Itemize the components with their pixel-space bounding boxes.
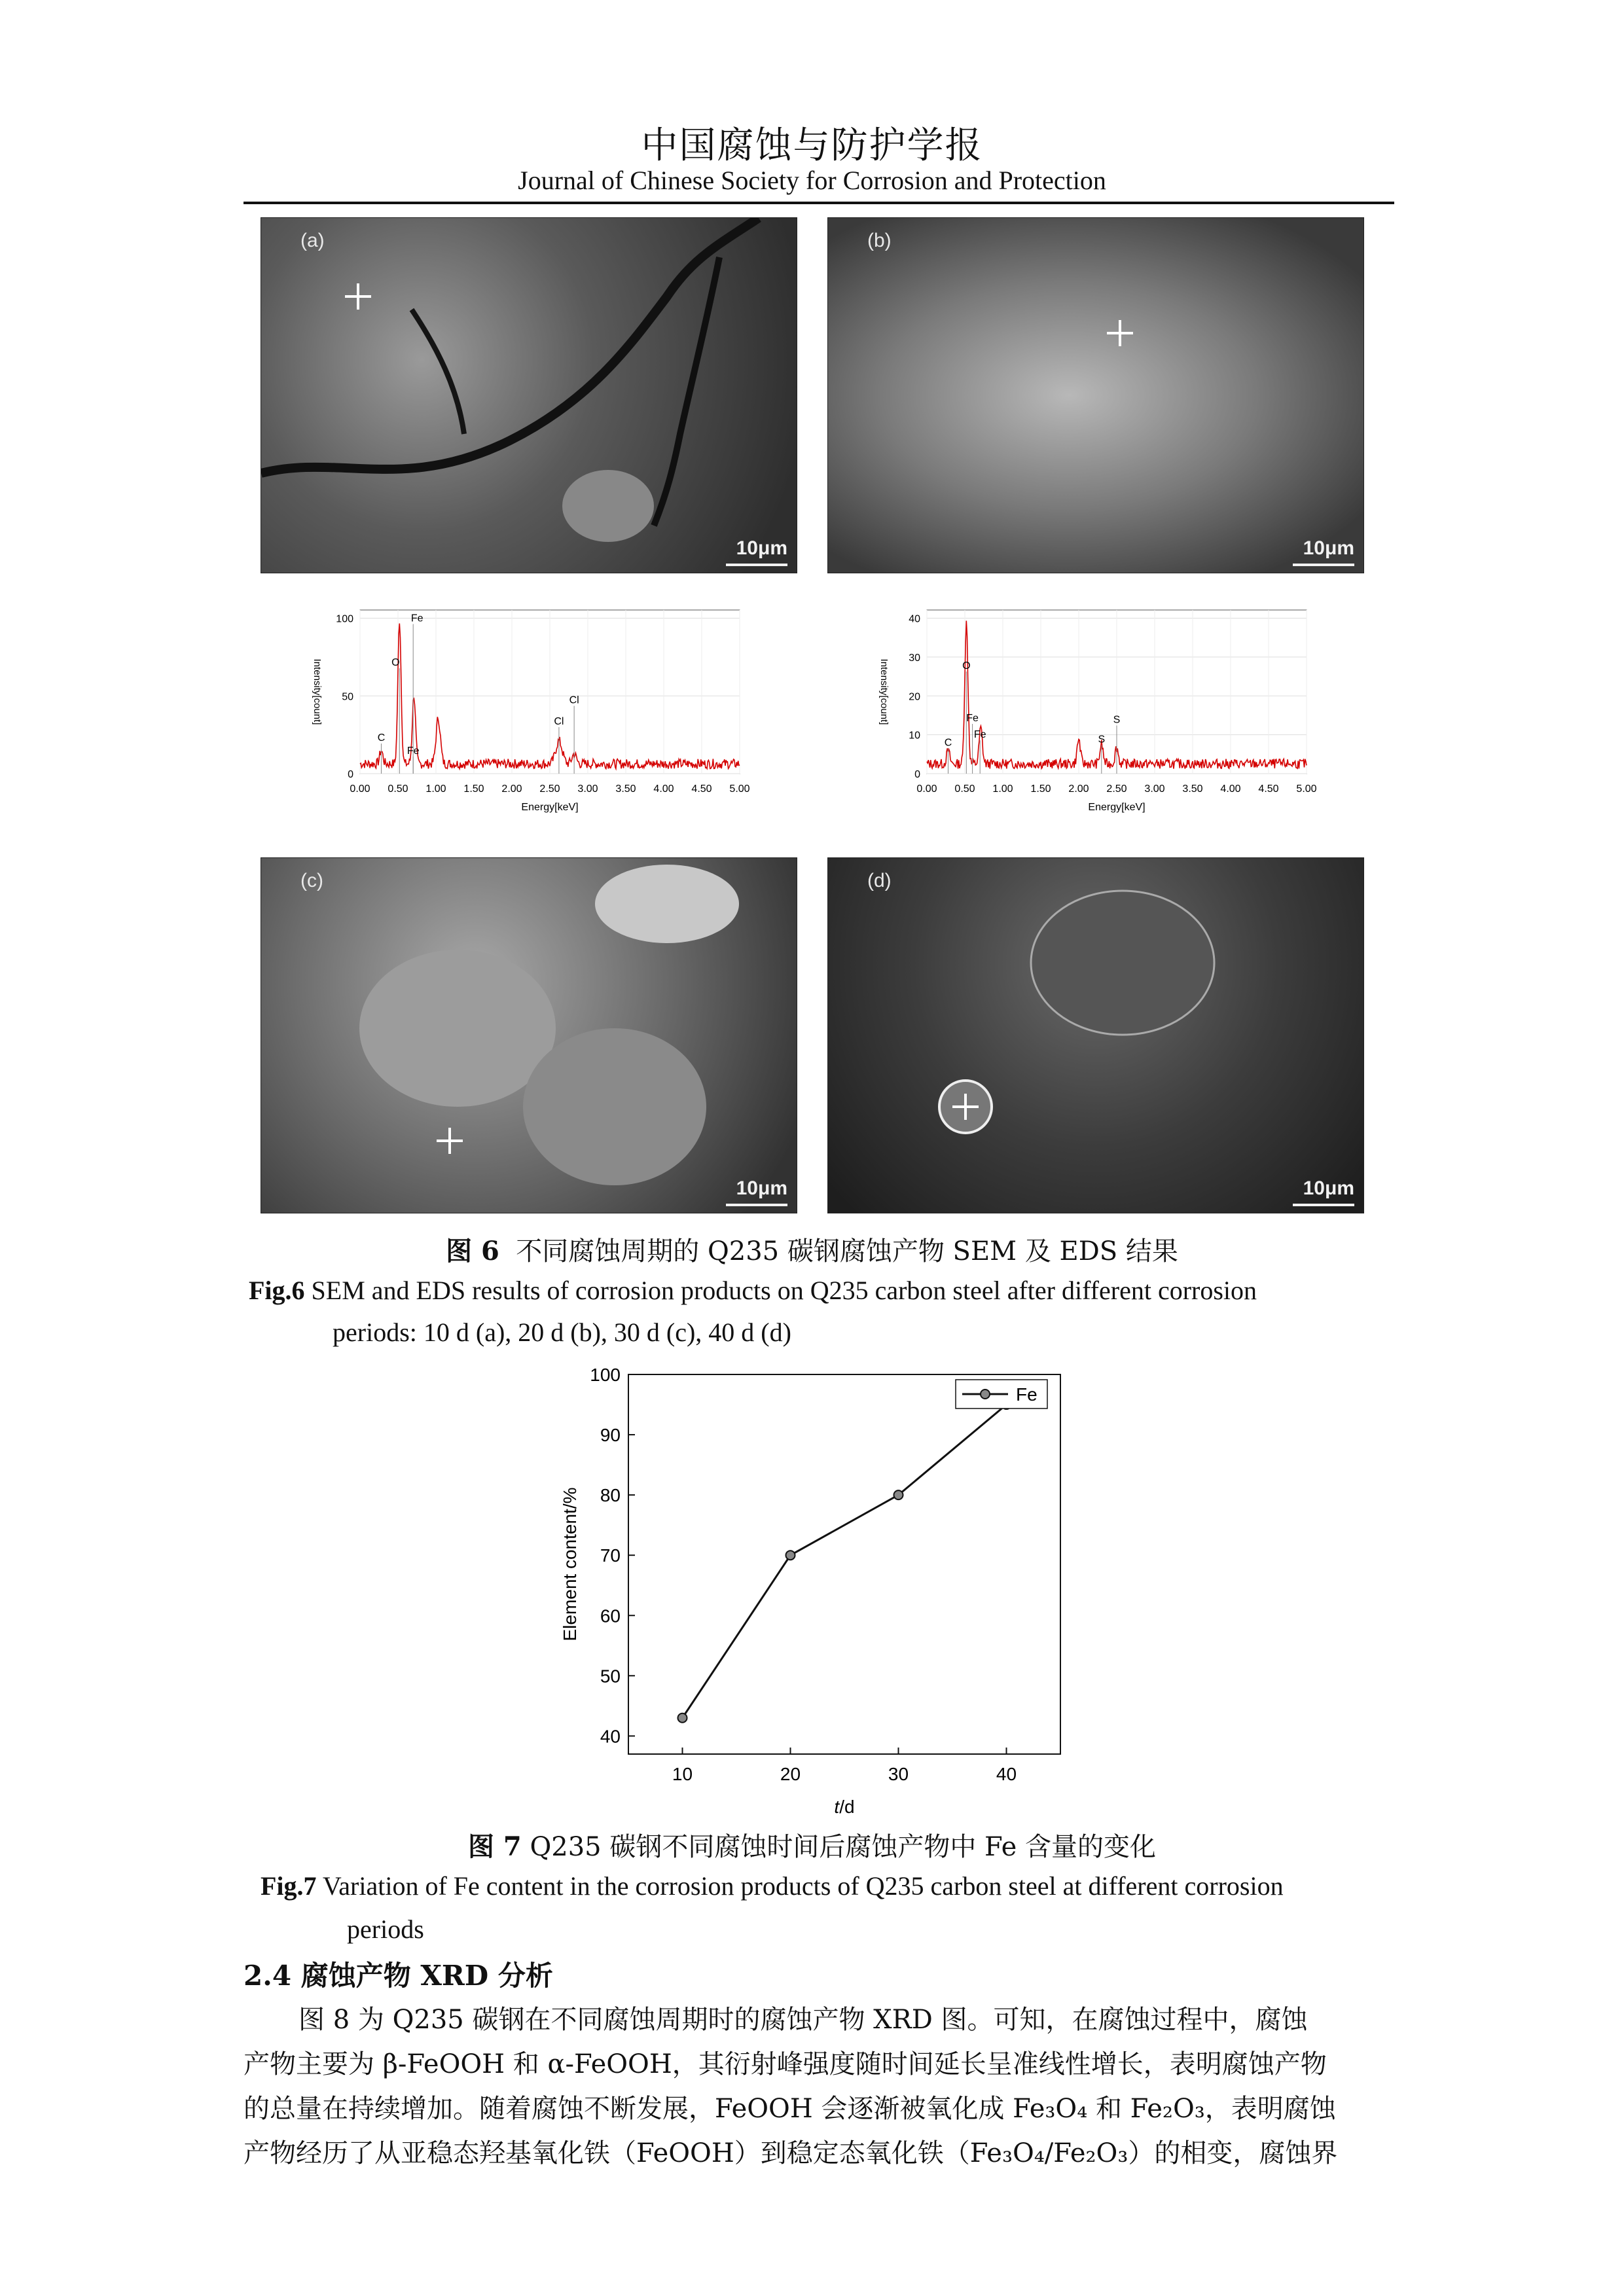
sem-image-d [827,857,1364,1213]
scale-label-c: 10μm [736,1177,787,1199]
data-point-fe [786,1551,795,1560]
eds-xtick-label: 0.50 [954,783,975,795]
legend-marker-fe [981,1390,990,1399]
eds-xtick-label: 0.00 [916,783,937,795]
chart-xtick-label: 40 [996,1764,1017,1784]
scale-label-b: 10μm [1303,537,1354,559]
eds-peak-label: Cl [569,694,579,706]
eds-peak-label: Fe [410,613,424,624]
eds-xaxis-label: Energy[keV] [521,802,579,813]
body-line-2: 产物主要为 β-FeOOH 和 α-FeOOH，其衍射峰强度随时间延长呈准线性增长，表明腐蚀产物 [244,2049,1327,2079]
journal-title-en: Journal of Chinese Society for Corrosion and Protection [518,166,1106,195]
eds-yaxis-label: Intensity[count] [312,658,323,725]
eds-xtick-label: 5.00 [729,783,750,795]
sem-texture-a [261,218,797,573]
eds-point-marker-b [1107,320,1133,346]
eds-yaxis-label: Intensity[count] [878,658,890,725]
eds-xtick-label: 3.00 [577,783,598,795]
eds-peak-label: C [377,732,386,744]
eds-xtick-label: 1.00 [992,783,1013,795]
chart-ytick-label: 70 [600,1545,621,1566]
eds-xaxis-label: Energy[keV] [1088,802,1146,813]
chart-ytick-label: 100 [590,1365,621,1385]
eds-xtick-label: 4.50 [1258,783,1279,795]
sem-texture-c [261,858,797,1213]
body-line-3: 的总量在持续增加。随着腐蚀不断发展，FeOOH 会逐渐被氧化成 Fe₃O₄ 和 Fe₂O₃，表明腐蚀 [244,2094,1336,2124]
eds-ytick-label: 50 [342,691,353,703]
eds-peak-label: S [1098,734,1106,745]
eds-peak-label: Fe [966,713,979,724]
fe-content-chart [550,1361,1087,1820]
header-rule [244,202,1394,204]
eds-peak-label: S [1113,714,1121,726]
legend-label-fe: Fe [1016,1384,1038,1405]
eds-ytick-label: 40 [909,613,920,625]
fig7-caption-cn: 图 7 Q235 碳钢不同腐蚀时间后腐蚀产物中 Fe 含量的变化 [467,1831,1156,1862]
panel-label-d: (d) [867,870,892,891]
sem-image-a [261,217,797,573]
eds-xtick-label: 2.00 [1068,783,1089,795]
fe-content-chart-svg [550,1361,1087,1820]
eds-xtick-label: 1.00 [425,783,446,795]
eds-ytick-label: 10 [909,730,920,742]
eds-xtick-label: 4.00 [653,783,674,795]
eds-xtick-label: 3.50 [615,783,636,795]
fig6-caption-en-line2: periods: 10 d (a), 20 d (b), 30 d (c), 40 d (d) [333,1318,791,1347]
eds-xtick-label: 4.00 [1220,783,1241,795]
sem-image-c [261,857,797,1213]
eds-peak-label: O [391,657,400,668]
sem-image-b [827,217,1364,573]
data-point-fe [894,1490,903,1499]
body-line-4: 产物经历了从亚稳态羟基氧化铁（FeOOH）到稳定态氧化铁（Fe₃O₄/Fe₂O₃）的相变，腐蚀界 [244,2138,1338,2168]
fig7-caption-en: Fig.7 Variation of Fe content in the corrosion products of Q235 carbon steel at different corrosion [261,1871,1284,1901]
eds-peak-label: C [944,737,952,749]
section-heading: 2.4 腐蚀产物 XRD 分析 [244,1960,553,1992]
eds-spectrum-a [295,597,772,833]
scale-bar-c [726,1204,787,1206]
eds-peak-label: Fe [973,729,986,740]
body-line-1: 图 8 为 Q235 碳钢在不同腐蚀周期时的腐蚀产物 XRD 图。可知，在腐蚀过程中，腐蚀 [298,2005,1308,2035]
eds-point-marker-d [952,1094,979,1120]
eds-xtick-label: 2.50 [539,783,560,795]
eds-xtick-label: 2.00 [501,783,522,795]
eds-peak-label: O [962,660,971,672]
eds-xtick-label: 3.00 [1144,783,1165,795]
eds-point-marker-a [345,283,371,310]
eds-xtick-label: 5.00 [1296,783,1317,795]
panel-label-b: (b) [867,230,892,251]
scale-label-d: 10μm [1303,1177,1354,1199]
data-point-fe [678,1713,687,1723]
chart-xtick-label: 10 [672,1764,693,1784]
eds-xtick-label: 0.00 [350,783,370,795]
chart-xtick-label: 30 [888,1764,909,1784]
eds-peak-label: Cl [554,716,564,727]
eds-ytick-label: 30 [909,652,920,664]
fig6-caption-cn: 图 6 不同腐蚀周期的 Q235 碳钢腐蚀产物 SEM 及 EDS 结果 [446,1236,1178,1266]
eds-xtick-label: 3.50 [1182,783,1203,795]
eds-xtick-label: 1.50 [463,783,484,795]
eds-xtick-label: 2.50 [1106,783,1127,795]
scale-bar-b [1293,564,1354,566]
eds-peak-label: Fe [406,745,420,757]
eds-xtick-label: 1.50 [1030,783,1051,795]
eds-ytick-label: 0 [348,769,353,780]
eds-xtick-label: 0.50 [388,783,408,795]
eds-ytick-label: 20 [909,691,920,703]
chart-ytick-label: 60 [600,1605,621,1626]
chart-xtick-label: 20 [780,1764,801,1784]
chart-plot-frame [628,1374,1060,1754]
scale-bar-d [1293,1204,1354,1206]
scale-label-a: 10μm [736,537,787,559]
chart-ytick-label: 50 [600,1666,621,1687]
chart-ytick-label: 40 [600,1726,621,1747]
chart-ytick-label: 80 [600,1485,621,1506]
section-body [244,1998,1394,2176]
eds-spectrum-b [861,597,1339,833]
panel-label-c: (c) [300,870,323,891]
series-line-fe [683,1405,1007,1718]
fig6-caption-en: Fig.6 SEM and EDS results of corrosion products on Q235 carbon steel after different corrosion [249,1276,1257,1305]
eds-point-marker-c [437,1128,463,1154]
sem-texture-d [828,858,1363,1213]
scale-bar-a [726,564,787,566]
panel-label-a: (a) [300,230,325,251]
eds-ytick-label: 100 [336,613,353,625]
fig7-caption-en-line2: periods [347,1914,424,1944]
chart-yaxis-label: Element content/% [560,1487,580,1641]
eds-ytick-label: 0 [914,769,920,780]
journal-title-cn: 中国腐蚀与防护学报 [641,124,983,167]
chart-xaxis-label: t/d [834,1797,855,1817]
eds-xtick-label: 4.50 [691,783,712,795]
chart-ytick-label: 90 [600,1425,621,1446]
